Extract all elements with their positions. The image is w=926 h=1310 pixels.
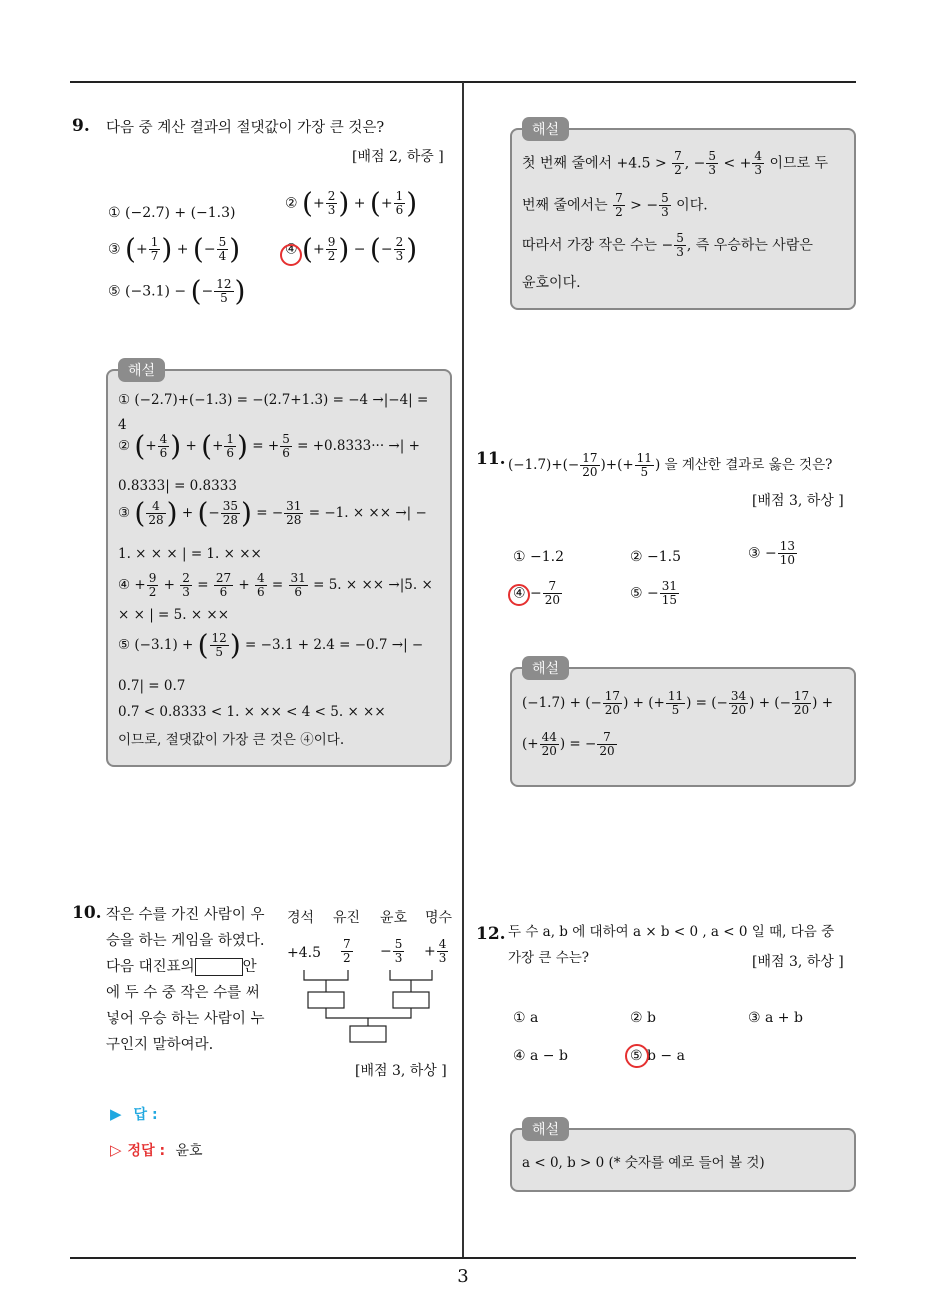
q11-ex-line-1: (−1.7) + (− $\frac{17}{20}$ ) + (+ $\frac{11}{5}$ ) = (− $\frac{34}{20}$ ) + (− $\frac{17}{20}$ ) +	[522, 689, 834, 717]
blank-box	[195, 958, 243, 976]
q10-explanation-tag: 해설	[522, 117, 569, 141]
q12-selected-mark	[625, 1044, 649, 1068]
q11-explanation-box	[510, 667, 856, 787]
page-number: 3	[457, 1266, 469, 1287]
q9-ex-line-5b: 0.7| = 0.7	[118, 678, 186, 694]
q11-choice-5[interactable]: ⑤ − $\frac{31}{15}$	[630, 579, 678, 607]
question-11-number: 11.	[476, 449, 506, 469]
question-11-score: [배점 3, 하상 ]	[752, 493, 844, 509]
question-9-text: 다음 중 계산 결과의 절댓값이 가장 큰 것은?	[106, 120, 385, 136]
player-name-2: 유진	[333, 910, 361, 926]
q9-choice-2[interactable]: ② (+ $\frac{2}{3}$ ) + (+ $\frac{1}{6}$ )	[285, 186, 418, 220]
correct-answer-row: ▷ 정답 : 윤호	[110, 1141, 203, 1159]
question-10-line-3: 다음 대진표의 안	[106, 959, 257, 975]
question-10-line-4: 에 두 수 중 작은 수를 써	[106, 985, 260, 1001]
q10-ex-line-3: 따라서 가장 작은 수는 − $\frac{5}{3}$ , 즉 우승하는 사람은	[522, 231, 813, 259]
q10-ex-line-2: 번째 줄에서는 $\frac{7}{2}$ > − $\frac{5}{3}$ 이다.	[522, 191, 708, 219]
question-10-number: 10.	[72, 903, 102, 923]
play-icon: ▶	[110, 1105, 122, 1123]
q11-selected-mark	[508, 584, 530, 606]
question-9-score: [배점 2, 하중 ]	[352, 149, 444, 165]
answer-row: ▶ 답 :	[110, 1105, 158, 1123]
question-9-number: 9.	[72, 116, 90, 136]
q11-choice-3[interactable]: ③ − $\frac{13}{10}$	[748, 539, 796, 567]
q12-choice-5[interactable]: ⑤ b − a	[630, 1048, 685, 1064]
q9-ex-line-5: ⑤ (−3.1) + ( $\frac{12}{5}$ ) = −3.1 + 2.4 = −0.7 →| −	[118, 628, 424, 662]
q9-choice-3[interactable]: ③ (+ $\frac{1}{7}$ ) + (− $\frac{5}{4}$ )	[108, 232, 241, 266]
q10-ex-line-1: 첫 번째 줄에서 +4.5 > $\frac{7}{2}$ , − $\frac{5}{3}$ < + $\frac{4}{3}$ 이므로 두	[522, 149, 829, 177]
player-value-3: − $\frac{5}{3}$	[380, 937, 403, 965]
q11-choice-2[interactable]: ② −1.5	[630, 549, 681, 565]
q11-ex-line-2: (+ $\frac{44}{20}$ ) = − $\frac{7}{20}$	[522, 730, 615, 758]
question-10-line-1: 작은 수를 가진 사람이 우	[106, 907, 265, 923]
q9-ex-line-3: ③ ( $\frac{4}{28}$ ) + (− $\frac{35}{28}$ ) = − $\frac{31}{28}$ = −1. × ×× →| −	[118, 496, 427, 530]
q9-ex-line-6: 0.7 < 0.8333 < 1. × ×× < 4 < 5. × ××	[118, 704, 386, 720]
question-12-score: [배점 3, 하상 ]	[752, 954, 844, 970]
q9-ex-line-2: ② (+ $\frac{4}{6}$ ) + (+ $\frac{1}{6}$ ) = + $\frac{5}{6}$ = +0.8333··· →| +	[118, 429, 420, 463]
q12-choice-1[interactable]: ① a	[513, 1010, 539, 1026]
player-value-1: +4.5	[287, 945, 321, 961]
q11-choice-1[interactable]: ① −1.2	[513, 549, 564, 565]
q9-ex-line-1b: 4	[118, 417, 127, 433]
player-value-4: + $\frac{4}{3}$	[424, 937, 447, 965]
question-10-score: [배점 3, 하상 ]	[355, 1063, 447, 1079]
play-outline-icon: ▷	[110, 1141, 122, 1159]
q9-choice-4[interactable]: ④ (+ $\frac{9}{2}$ ) − (− $\frac{2}{3}$ )	[285, 232, 418, 266]
q9-ex-line-2b: 0.8333| = 0.8333	[118, 478, 237, 494]
player-name-4: 명수	[425, 910, 453, 926]
q9-ex-line-4b: × × | = 5. × ××	[118, 607, 230, 623]
question-12-line-2: 가장 큰 수는?	[508, 950, 590, 966]
question-10-line-6: 구인지 말하여라.	[106, 1037, 214, 1053]
question-12-number: 12.	[476, 924, 506, 944]
column-divider	[462, 82, 464, 1258]
q12-choice-4[interactable]: ④ a − b	[513, 1048, 568, 1064]
bottom-rule	[70, 1257, 856, 1259]
q9-selected-mark	[280, 244, 302, 266]
player-value-2: $\frac{7}{2}$	[343, 937, 351, 965]
q11-choice-4[interactable]: ④ − $\frac{7}{20}$	[513, 579, 561, 607]
q9-ex-line-7: 이므로, 절댓값이 가장 큰 것은 ④이다.	[118, 732, 345, 748]
q12-choice-2[interactable]: ② b	[630, 1010, 656, 1026]
q9-choice-5[interactable]: ⑤ (−3.1) − (− $\frac{12}{5}$ )	[108, 274, 246, 308]
q11-explanation-tag: 해설	[522, 656, 569, 680]
question-10-line-2: 승을 하는 게임을 하였다.	[106, 933, 265, 949]
question-11-text: (−1.7)+(− $\frac{17}{20}$ )+(+ $\frac{11}{5}$ ) 을 계산한 결과로 옳은 것은?	[508, 451, 833, 479]
question-12-line-1: 두 수 a, b 에 대하여 a × b < 0 , a < 0 일 때, 다음 중	[508, 924, 835, 940]
q9-explanation-tag: 해설	[118, 358, 165, 382]
player-name-3: 윤호	[380, 910, 408, 926]
player-name-1: 경석	[287, 910, 315, 926]
tournament-bracket	[296, 970, 446, 1050]
q9-choice-1[interactable]: ① (−2.7) + (−1.3)	[108, 205, 236, 221]
q9-ex-line-4: ④ + $\frac{9}{2}$ + $\frac{2}{3}$ = $\frac{27}{6}$ + $\frac{4}{6}$ = $\frac{31}{6}$ = 5. × ×× →|5. ×	[118, 571, 433, 599]
q12-explanation-tag: 해설	[522, 1117, 569, 1141]
q12-choice-3[interactable]: ③ a + b	[748, 1010, 803, 1026]
q10-ex-line-4: 윤호이다.	[522, 275, 581, 291]
q9-ex-line-1: ① (−2.7)+(−1.3) = −(2.7+1.3) = −4 →|−4| =	[118, 392, 429, 408]
q12-ex-line-1: a < 0, b > 0 (* 숫자를 예로 들어 볼 것)	[522, 1155, 765, 1171]
correct-answer-value: 윤호	[175, 1143, 203, 1159]
question-10-line-5: 넣어 우승 하는 사람이 누	[106, 1011, 265, 1027]
q9-ex-line-3b: 1. × × × | = 1. × ××	[118, 546, 262, 562]
